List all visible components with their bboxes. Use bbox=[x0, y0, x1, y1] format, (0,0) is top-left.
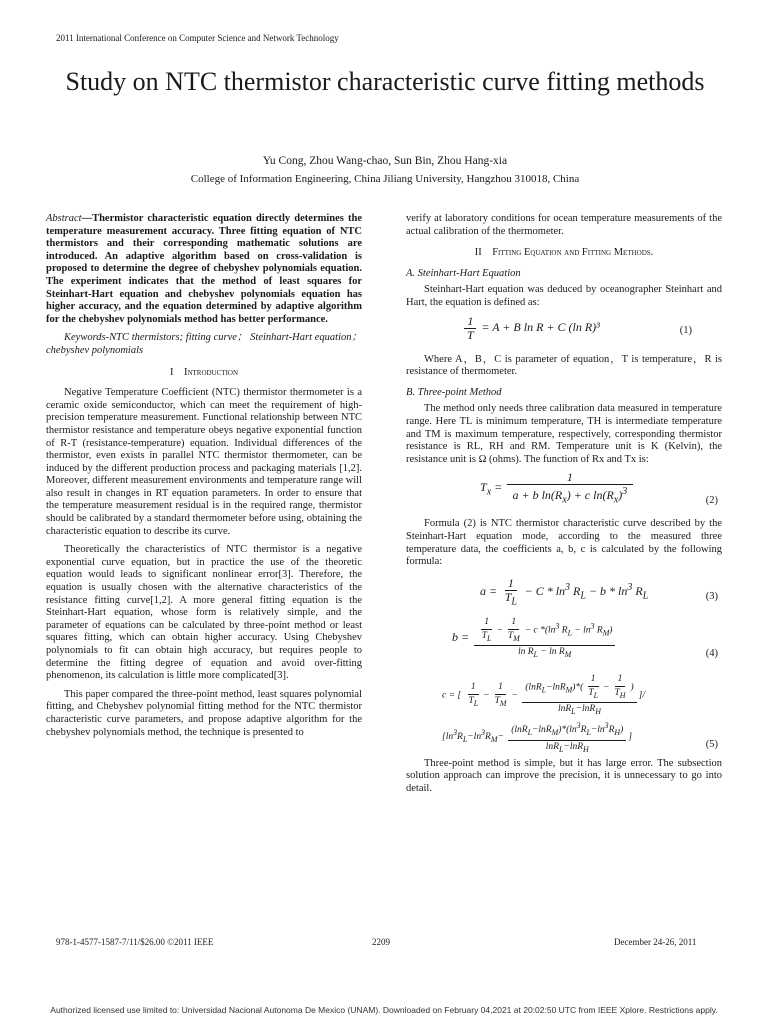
section-heading-fitting bbox=[406, 247, 722, 260]
equation-number: (5) bbox=[705, 738, 718, 750]
footer-isbn: 978-1-4577-1587-7/11/$26.00 ©2011 IEEE bbox=[56, 937, 214, 947]
formula-2-paragraph: Formula (2) is NTC thermistor characteristic curve described by the Steinhart-Hart equation mode, according to the measured three temperature data, the coefficients a, b, c is calculated by the following formula: bbox=[406, 518, 722, 568]
intro-paragraph-1: Negative Temperature Coefficient (NTC) thermistor thermometer is a ceramic oxide semiconductor, which can meet the requirement of high-precision temperature measurement. Functional relationship between NTC thermistor resistance and temperature obeys negative exponential function of R-T (resistance-temperature) equation. Individual differences of the thermistor, even exists in parallel NTC thermistor thermometer, can be induced by the different production process and packaging materials [1,2]. Moreover, different measurement environments and temperature range will also result in changes in RT equation parameters. In order to ensure that the temperature measurement residual is in the required range, thermistor should be calibrated by a standard thermometer before using, obtaining the characteristic equation to describe its curve. bbox=[46, 387, 363, 537]
abstract-dash: — bbox=[81, 213, 93, 224]
equation-1: $\frac{1}{T}$ = A + B ln R + C (ln R)³ (1) bbox=[406, 315, 722, 349]
section-number: I bbox=[169, 366, 174, 378]
abstract-label: Abstract bbox=[46, 213, 82, 224]
abstract-text: Thermistor characteristic equation directly determines the temperature measurement accuracy. Three fitting equation of NTC thermistors and their corresponding mathematic solutions are introduced. An adaptive algorithm based on cross-validation is proposed to determine the degree of chebyshev polynomials equation. The experiment indicates that the method of least squares for Steinhart-Hart equation and chebyshev polynomials equation has higher accuracy, and the equation determined by adaptive algorithm for the chebyshev polynomials method has better performance. bbox=[46, 213, 362, 325]
subsection-steinhart-hart: A. Steinhart-Hart Equation bbox=[406, 267, 521, 279]
equation-4: b = $\frac{1}{T_L}$ − $\frac{1}{T_M}$ − c $*(\ln^3$ $R_L - \ln^3 R_M$) $\ln R_L - \ln R_M$ (4) bbox=[452, 616, 718, 659]
equation-number: (1) bbox=[679, 324, 692, 336]
footer-date: December 24-26, 2011 bbox=[614, 937, 697, 947]
intro-paragraph-3: This paper compared the three-point method, least squares polynomial fitting, and Chebyshev polynomial fitting method for the NTC thermistor characteristic curve parameters, and propose adaptive algorithm for the chebyshev polynomials method, the technique is presented to bbox=[46, 688, 362, 738]
three-point-conclusion: Three-point method is simple, but it has large error. The subsection solution approach can improve the precision, it is unnecessary to go into detail. bbox=[406, 757, 722, 794]
steinhart-paragraph: Steinhart-Hart equation was deduced by oceanographer Steinhart and Hart, the equation is defined as: bbox=[406, 284, 722, 308]
abstract bbox=[46, 213, 362, 326]
section-heading-introduction bbox=[46, 367, 362, 380]
affiliation: College of Information Engineering, China Jiliang University, Hangzhou 310018, China bbox=[190, 173, 580, 185]
conference-header: 2011 International Conference on Computer Science and Network Technology bbox=[56, 33, 339, 43]
equation-3: a = $\frac{1}{T_L}$ − $C * \ln^3 R_L - b * \ln^3 R_L$ (3) bbox=[480, 575, 718, 608]
section-title: Fitting Equation and Fitting Methods. bbox=[492, 247, 654, 259]
equation-number: (4) bbox=[705, 647, 718, 659]
right-column bbox=[406, 213, 722, 795]
footer-page-number: 2209 bbox=[372, 937, 390, 947]
section-number: II bbox=[474, 247, 482, 259]
three-point-paragraph: The method only needs three calibration data measured in temperature range. Here TL is minimum temperature, TH is intermediate temperature and TM is maximum temperature, respectively, corresponding thermistor resistance is RL, RH and RM. Temperature unit is K (Kelvin), the resistance unit is Ω (ohms). The function of Rx and Tx is: bbox=[406, 403, 722, 465]
license-notice: Authorized licensed use limited to: Universidad Nacional Autonoma De Mexico (UNAM). Downloaded on February 04,2021 at 20:02:50 UTC from IEEE Xplore. Restrictions apply. bbox=[50, 1005, 718, 1015]
section-title: Introduction bbox=[183, 366, 239, 378]
equation-number: (2) bbox=[705, 495, 718, 507]
equation-2: $T_x$ = $\frac{1}{a + b \ln(R_x) + c \ln(R_x)^3}$ (2) bbox=[480, 470, 718, 507]
subsection-three-point: B. Three-point Method bbox=[406, 386, 502, 398]
equation-1-rhs: = A + B ln R + C (ln R)³ bbox=[481, 319, 600, 334]
parameter-description: Where A，B，C is parameter of equation，T is temperature，R is resistance of thermometer. bbox=[406, 353, 722, 378]
paper-title: Study on NTC thermistor characteristic curve fitting methods bbox=[65, 67, 705, 96]
keywords: Keywords-NTC thermistors; fitting curve； Steinhart-Hart equation；chebyshev polynomials bbox=[46, 332, 362, 356]
equation-5: c = [ $\frac{1}{T_L}$ − $\frac{1}{T_M}$ − (lnR$_L$−lnR$_M$)*( $\frac{1}{T_L}$ − $\frac{1}{T_H}$ ) lnR$_L$−lnR$_H$ ]/ [$\ln^3R_L-\ln^3R_M-$ $\frac{(\ln R_L-\ln R_M)*(\ln^3R_L-\ln^3R_H)}{\ln R_L-\ln R_H}$ ] (5) bbox=[442, 673, 718, 754]
intro-paragraph-2: Theoretically the characteristics of NTC thermistor is a negative exponential curve equation, but in practice the use of the theoretic equation would leads to significant nonlinear error[3]. Therefore, the equation is usually chosen with the alternative characteristics of the resistance fitting curve[1,2]. A more general fitting equation is the Steinhart-Hart equation, whose form is relatively simple, and the parameter of equations can be calculated by three-point method or least squares fitting, which can obtain higher accuracy. Using Chebyshev polynomials to fit can obtain high accuracy, but requires people to determine the fitting degree of equation and avoid over-fitting phenomenon, its calculation is little more complicated[3]. bbox=[46, 544, 362, 682]
author-list: Yu Cong, Zhou Wang-chao, Sun Bin, Zhou Hang-xia bbox=[262, 155, 508, 167]
left-column bbox=[46, 213, 362, 739]
verify-paragraph: verify at laboratory conditions for ocean temperature measurements of the actual calibration of the thermometer. bbox=[406, 213, 722, 237]
equation-number: (3) bbox=[705, 590, 718, 602]
